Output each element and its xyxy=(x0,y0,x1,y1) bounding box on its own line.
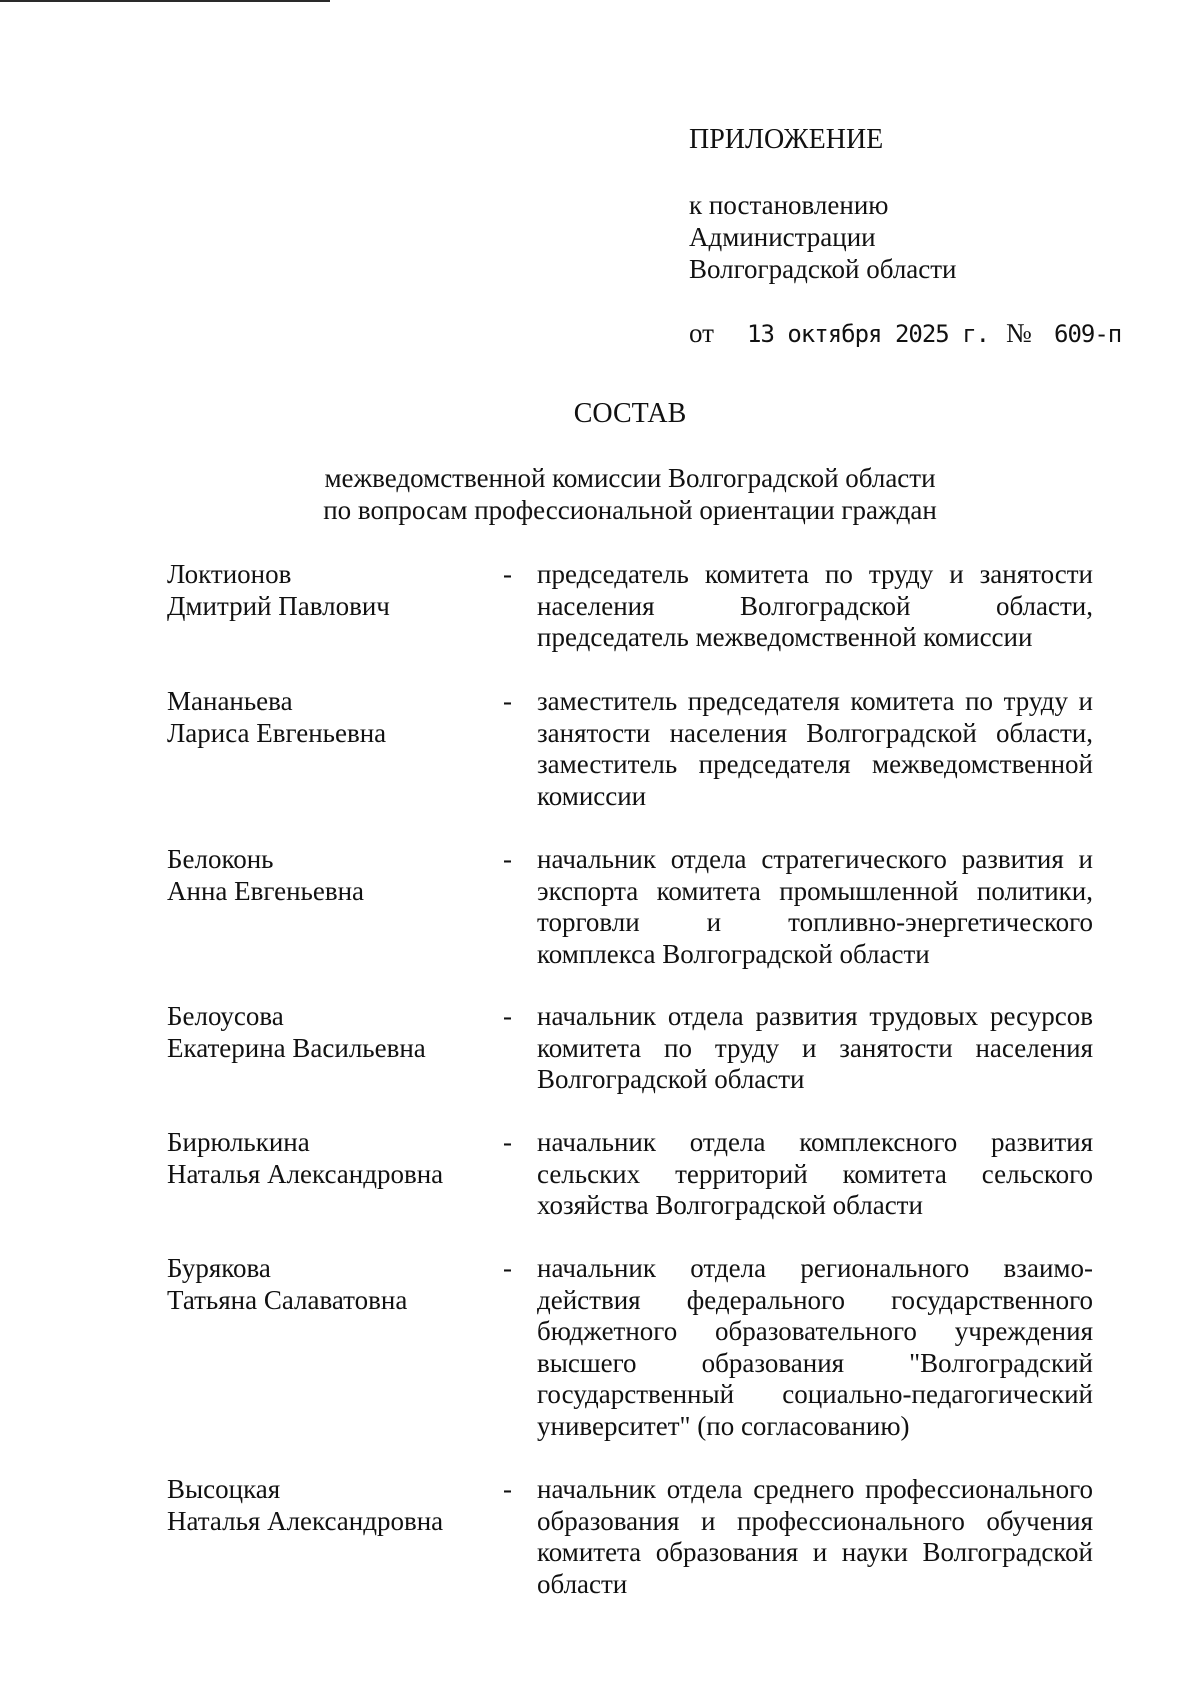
date-prefix: от xyxy=(689,318,714,348)
member-role: заместитель председателя комитета по труду и занятости населения Волгоградской области, заместитель председателя межведомственной комиссии xyxy=(537,686,1093,811)
member-dash: - xyxy=(503,844,512,874)
member-role: начальник отдела комплексного развития сельских территорий комитета сельского хозяйства Волгоградской области xyxy=(537,1127,1093,1220)
member-role: начальник отдела развития трудовых ресурсов комитета по труду и занятости населения Волгоградской области xyxy=(537,1001,1093,1094)
member-surname: Белоконь xyxy=(167,844,274,874)
member-role: начальник отдела стратегического развития и экспорта комитета промышленной политики, торговли и топливно-энергетического комплекса Волгоградской области xyxy=(537,844,1093,969)
member-given-names: Лариса Евгеньевна xyxy=(167,717,387,748)
member-name xyxy=(167,844,507,907)
member-given-names: Наталья Александровна xyxy=(167,1505,444,1536)
member-surname: Высоцкая xyxy=(167,1474,281,1504)
document-subtitle-line: межведомственной комиссии Волгоградской области xyxy=(324,463,936,493)
member-dash: - xyxy=(503,686,512,716)
decree-reference-line: Волгоградской области xyxy=(689,254,957,284)
decree-reference-line: Администрации xyxy=(689,222,876,252)
member-given-names: Татьяна Салаватовна xyxy=(167,1284,408,1315)
member-role: председатель комитета по труду и занятости населения Волгоградской области, председатель межведомственной комиссии xyxy=(537,559,1093,652)
member-name xyxy=(167,686,507,749)
member-dash: - xyxy=(503,1253,512,1283)
member-dash: - xyxy=(503,1001,512,1031)
member-dash: - xyxy=(503,1127,512,1157)
member-given-names: Екатерина Васильевна xyxy=(167,1032,426,1063)
member-dash: - xyxy=(503,559,512,589)
decree-date: 13 октября 2025 г. xyxy=(747,320,990,348)
decree-reference-line: к постановлению xyxy=(689,190,889,220)
member-name xyxy=(167,1127,507,1190)
member-surname: Локтионов xyxy=(167,559,292,589)
member-name xyxy=(167,1253,507,1316)
decree-date-row xyxy=(689,318,1149,352)
member-surname: Мананьева xyxy=(167,686,293,716)
member-name xyxy=(167,1001,507,1064)
member-name xyxy=(167,1474,507,1537)
member-surname: Бурякова xyxy=(167,1253,271,1283)
number-sign: № xyxy=(1006,318,1032,348)
member-role: начальник отдела среднего профессионального образования и профессионального обучения комитета образования и науки Волгоградской области xyxy=(537,1474,1093,1599)
page-corner-line xyxy=(0,0,330,2)
member-dash: - xyxy=(503,1474,512,1504)
document-title: СОСТАВ xyxy=(573,398,687,429)
member-given-names: Анна Евгеньевна xyxy=(167,875,365,906)
member-given-names: Дмитрий Павлович xyxy=(167,590,390,621)
member-surname: Бирюлькина xyxy=(167,1127,310,1157)
decree-number: 609-п xyxy=(1054,320,1122,348)
document-subtitle-line: по вопросам профессиональной ориентации граждан xyxy=(323,495,937,525)
member-name xyxy=(167,559,507,622)
member-given-names: Наталья Александровна xyxy=(167,1158,444,1189)
member-surname: Белоусова xyxy=(167,1001,284,1031)
member-role: начальник отдела регионального взаимодействия федерального государственного бюджетного образовательного учреждения высшего образования "Волгоградский государственный социально-педагогический университет" (по согласованию) xyxy=(537,1253,1093,1441)
appendix-title: ПРИЛОЖЕНИЕ xyxy=(689,124,884,155)
